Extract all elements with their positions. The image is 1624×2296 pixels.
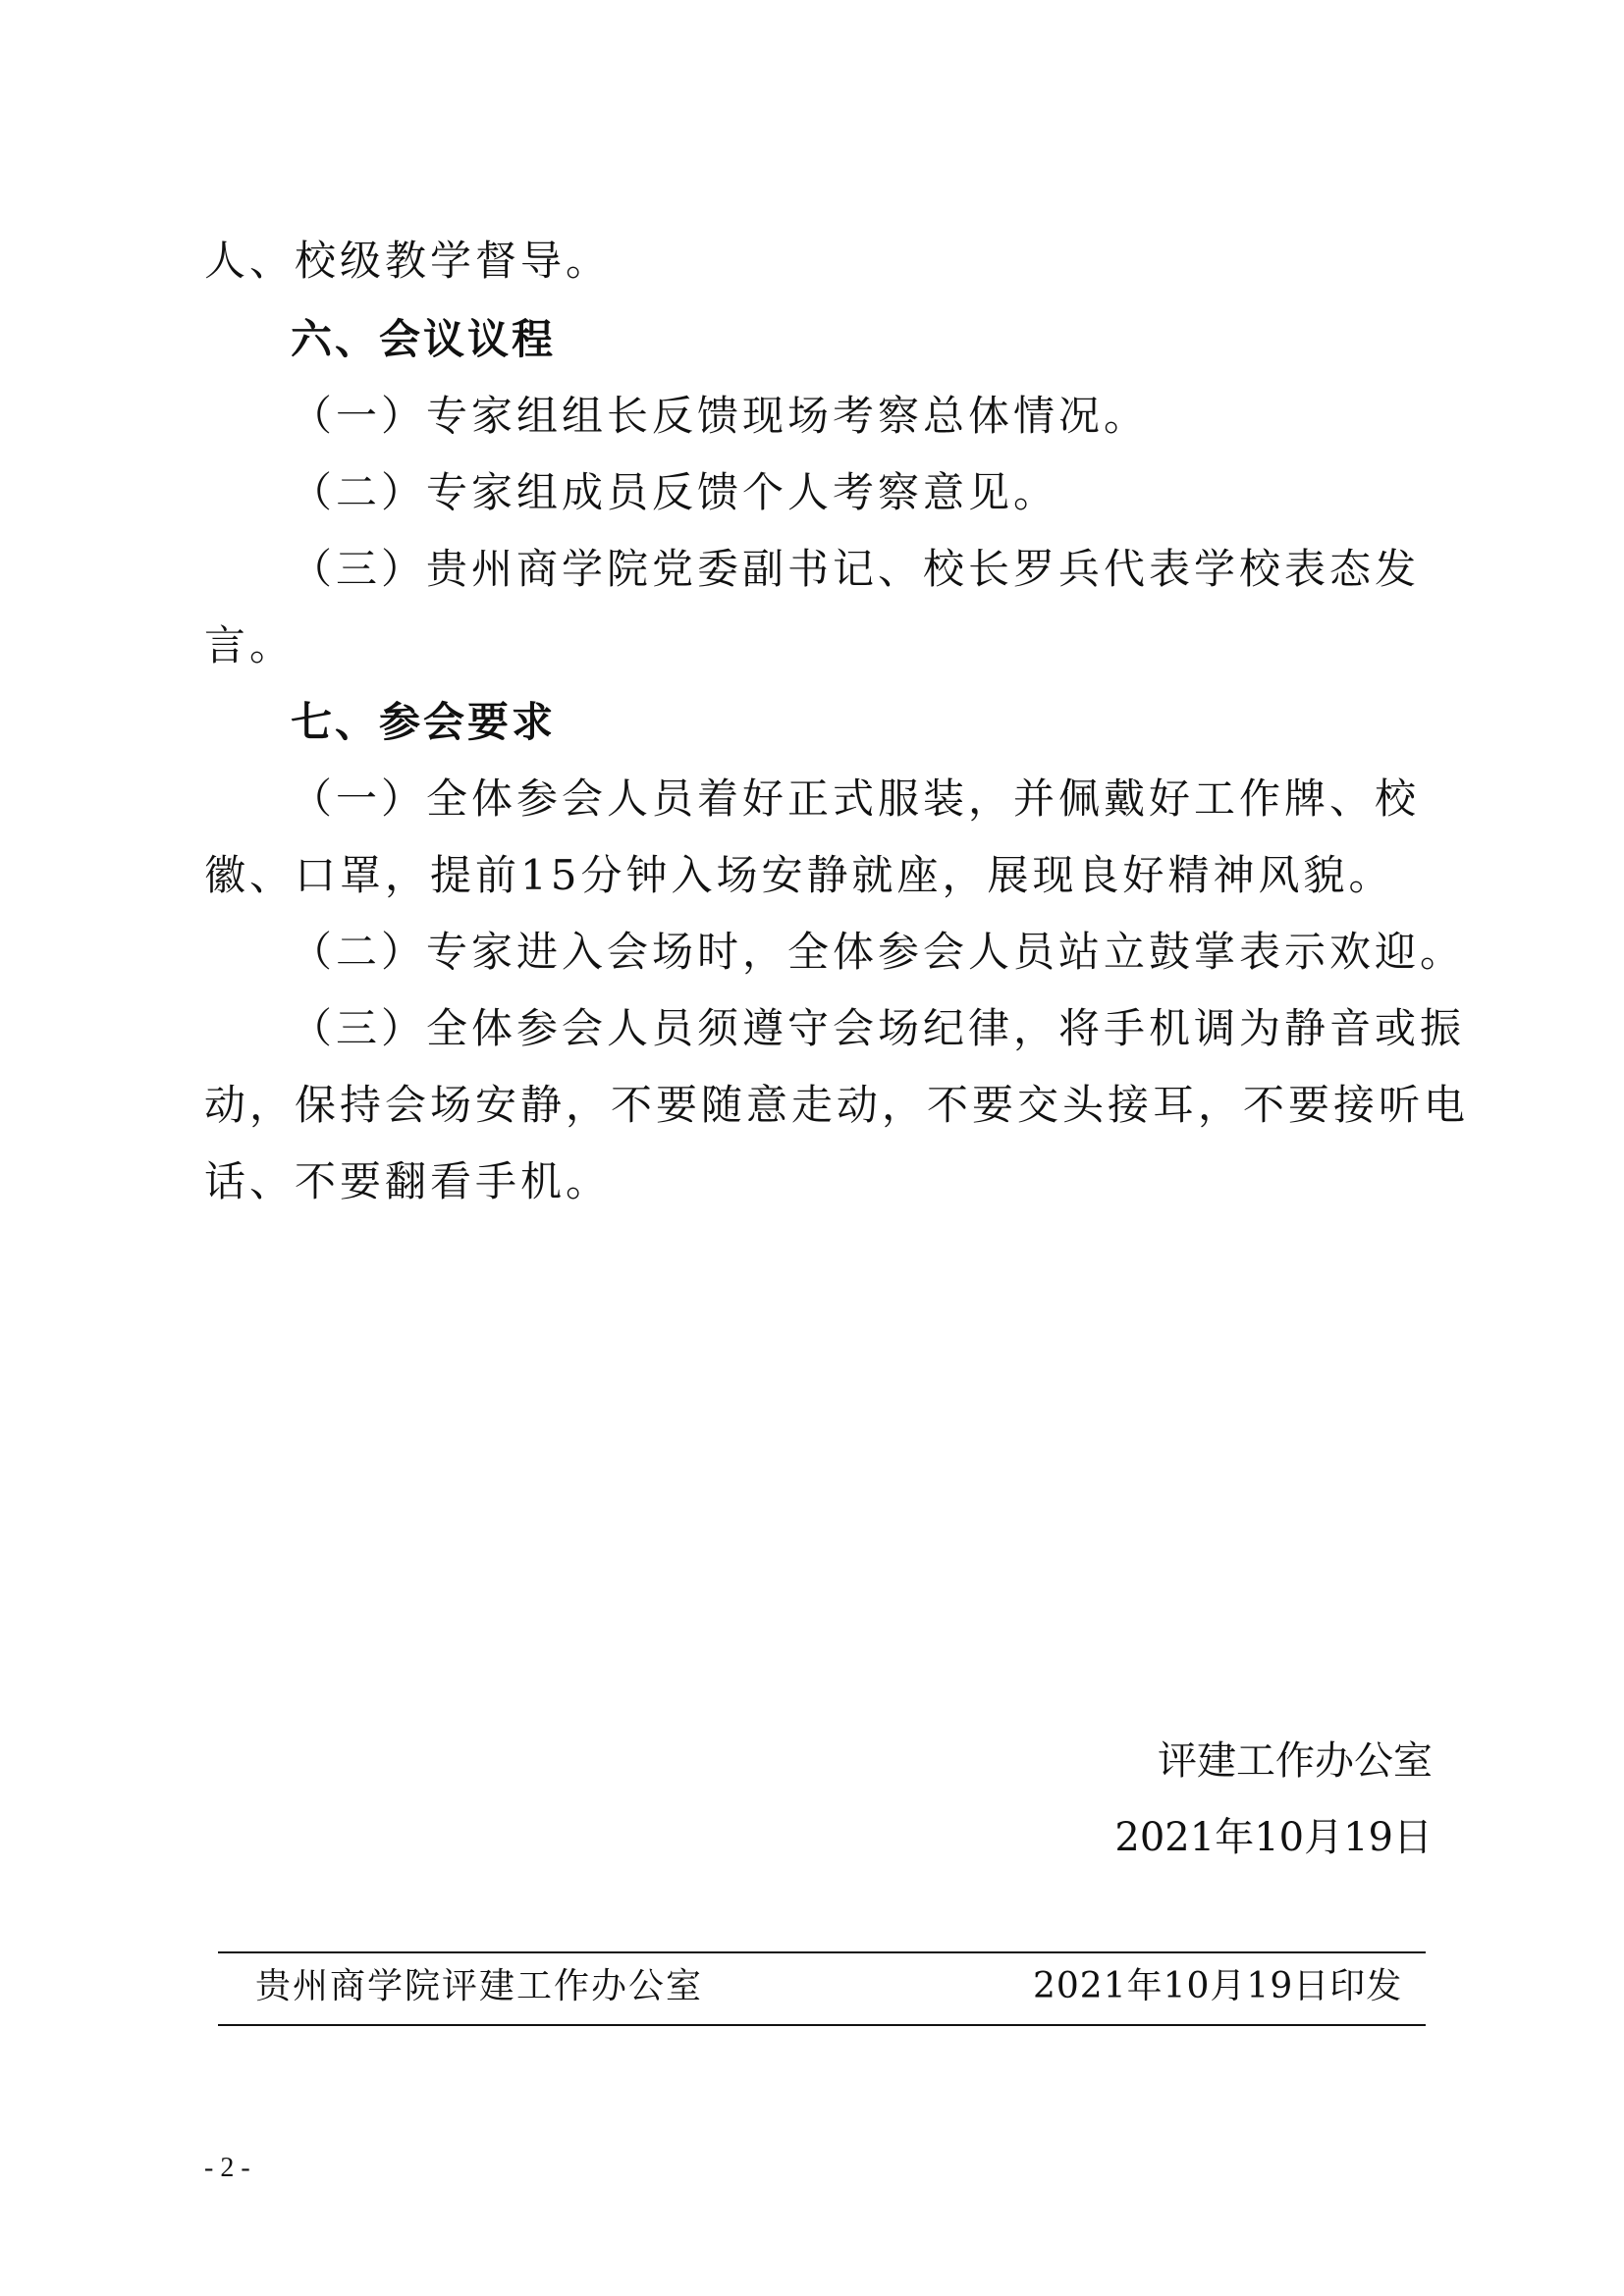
requirement-3-cont-2: 话、不要翻看手机。 xyxy=(204,1157,612,1205)
section-heading-6: 六、会议议程 xyxy=(291,315,557,363)
requirement-1: （一）全体参会人员着好正式服装，并佩戴好工作牌、校 xyxy=(291,774,1421,823)
footer-issuer: 贵州商学院评建工作办公室 xyxy=(255,1966,704,2006)
footer-issued-date: 2021年10月19日印发 xyxy=(1033,1966,1403,2006)
section-heading-7: 七、参会要求 xyxy=(291,698,557,746)
footer-top-rule xyxy=(218,1951,1426,1953)
requirement-2: （二）专家进入会场时，全体参会人员站立鼓掌表示欢迎。 xyxy=(291,928,1466,976)
agenda-item-3: （三）贵州商学院党委副书记、校长罗兵代表学校表态发 xyxy=(291,545,1421,593)
requirement-3: （三）全体参会人员须遵守会场纪律，将手机调为静音或振 xyxy=(291,1004,1466,1052)
signature-date: 2021年10月19日 xyxy=(1114,1815,1433,1860)
agenda-item-2: （二）专家组成员反馈个人考察意见。 xyxy=(291,468,1059,516)
body-line-1: 人、校级教学督导。 xyxy=(204,237,612,285)
agenda-item-1: （一）专家组组长反馈现场考察总体情况。 xyxy=(291,392,1150,440)
agenda-item-3-cont: 言。 xyxy=(204,621,296,669)
signature-office: 评建工作办公室 xyxy=(1158,1738,1433,1784)
requirement-1-cont: 徽、口罩，提前15分钟入场安静就座，展现良好精神风貌。 xyxy=(204,851,1394,899)
page-number: - 2 - xyxy=(204,2153,250,2183)
requirement-3-cont-1: 动，保持会场安静，不要随意走动，不要交头接耳，不要接听电 xyxy=(204,1081,1470,1129)
footer-bottom-rule xyxy=(218,2024,1426,2026)
